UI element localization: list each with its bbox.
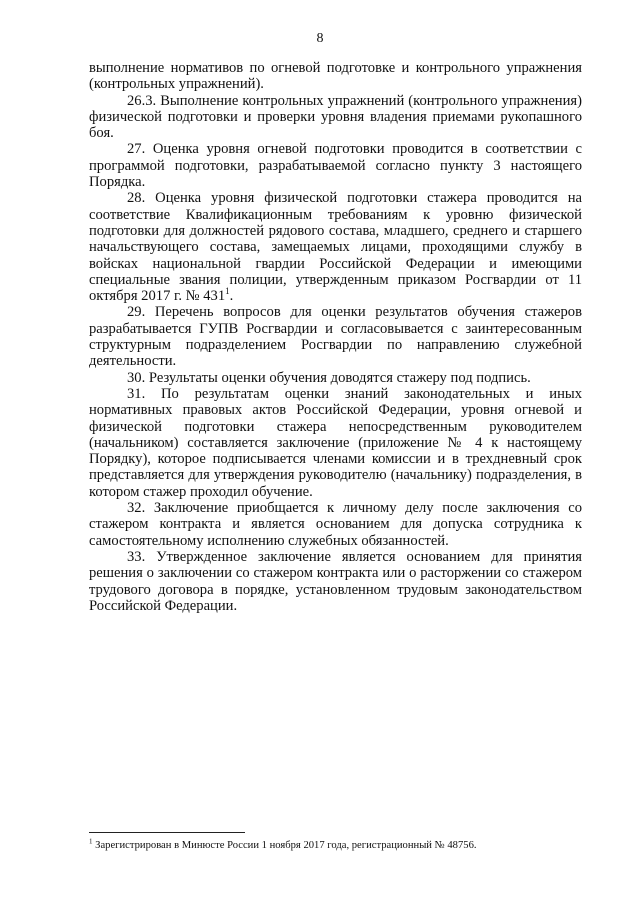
paragraph-29: 29. Перечень вопросов для оценки результатов обучения стажеров разрабатывается ГУПВ Росгвардии и согласовывается с заинтересованным структурным подразделением Росгвардии по направлению служебной деятельности.	[89, 304, 582, 370]
paragraph-31: 31. По результатам оценки знаний законодательных и иных нормативных правовых актов Российской Федерации, уровня огневой и физической подготовки стажера непосредственным руководителем (начальником) составляется заключение (приложение № 4 к настоящему Порядку), которое подписывается членами комиссии и в трехдневный срок представляется для утверждения руководителю (начальнику) подразделения, в котором стажер проходил обучение.	[89, 385, 582, 500]
paragraph-26-3: 26.3. Выполнение контрольных упражнений (контрольного упражнения) физической подготовки и проверки уровня владения приемами рукопашного боя.	[89, 92, 582, 142]
page-number: 8	[316, 31, 324, 46]
footnote-divider	[89, 832, 245, 833]
paragraph-continuation: выполнение нормативов по огневой подготовке и контрольного упражнения (контрольных упражнений).	[89, 60, 582, 93]
paragraph-27: 27. Оценка уровня огневой подготовки проводится в соответствии с программой подготовки, разрабатываемой согласно пункту 3 настоящего Порядка.	[89, 141, 582, 191]
footnote-marker: 1	[89, 837, 93, 846]
paragraph-32: 32. Заключение приобщается к личному делу после заключения со стажером контракта и является основанием для допуска сотрудника к самостоятельному исполнению служебных обязанностей.	[89, 500, 582, 549]
paragraph-28-text: 28. Оценка уровня физической подготовки стажера проводится на соответствие Квалификационным требованиям к уровню физической подготовки для должностей рядового состава, младшего, среднего и старшего начальствующего состава, замещаемых лицами, проходящими службу в войсках национальной гвардии Российской Федерации и имеющими специальные звания полиции, утвержденным приказом Росгвардии от 11 октября 2017 г. № 431	[89, 190, 582, 305]
footnote-text: Зарегистрирован в Минюсте России 1 ноября 2017 года, регистрационный № 48756.	[92, 840, 477, 851]
footnote-reference: 1	[225, 286, 230, 297]
paragraph-30: 30. Результаты оценки обучения доводятся стажеру под подпись.	[127, 369, 531, 386]
footnote	[89, 839, 589, 852]
paragraph-28-tail: .	[229, 288, 234, 305]
paragraph-28	[89, 190, 582, 304]
paragraph-33: 33. Утвержденное заключение является основанием для принятия решения о заключении со стажером контракта или о расторжении со стажером трудового договора в порядке, установленном трудовым законодательством Российской Федерации.	[89, 548, 582, 614]
document-body	[89, 60, 582, 614]
